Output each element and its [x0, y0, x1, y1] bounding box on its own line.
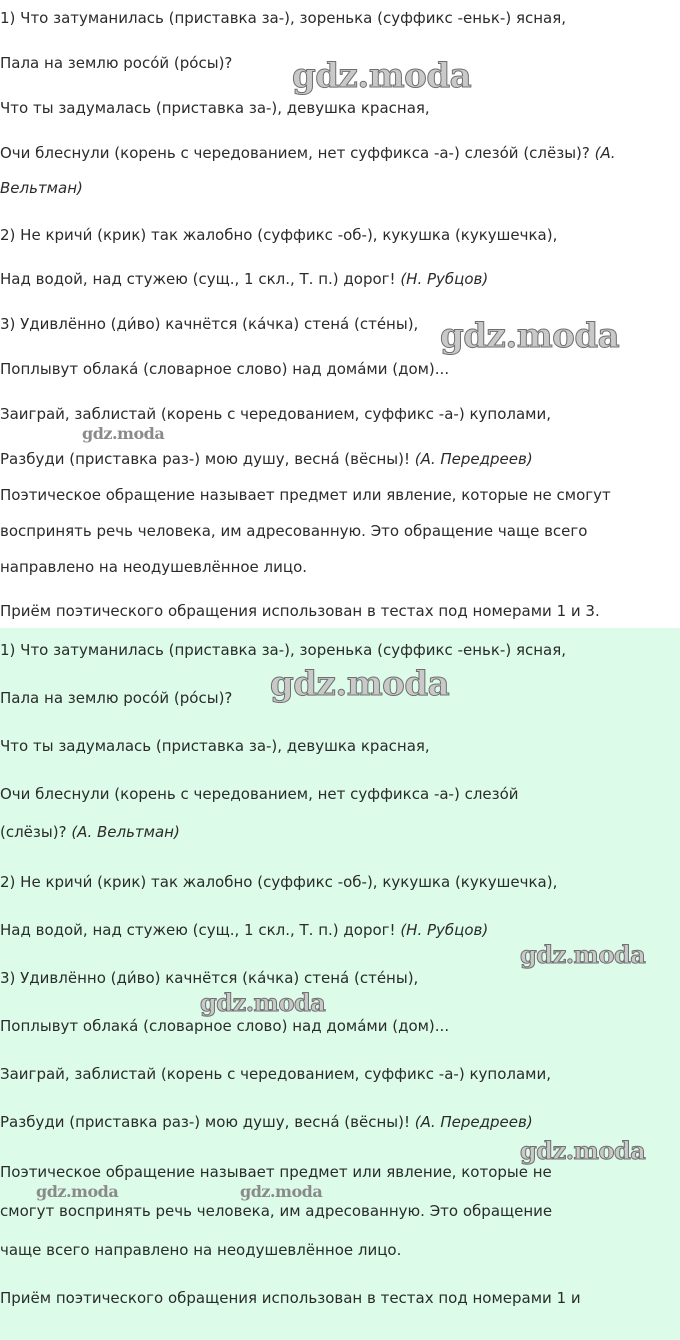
text-line: Что ты задумалась (приставка за-), девушка красная,: [0, 737, 430, 755]
text-line: (слёзы)? (А. Вельтман): [0, 823, 180, 841]
text-line: Заиграй, заблистай (корень с чередованием, суффикс -а-) куполами,: [0, 1065, 551, 1083]
text-line: Поплывут облака́ (словарное слово) над дома́ми (дом)...: [0, 1017, 450, 1035]
text-line: Вельтман): [0, 179, 83, 197]
text-line: Пала на землю росóй (рóсы)?: [0, 54, 233, 72]
text-line: смогут воспринять речь человека, им адресованную. Это обращение: [0, 1202, 553, 1220]
watermark-logo: gdz.moda: [292, 56, 472, 96]
text-line: Очи блеснули (корень с чередованием, нет суффикса -а-) слезóй: [0, 785, 519, 803]
text-line: Над водой, над стужею (сущ., 1 скл., Т. п.) дорог! (Н. Рубцов): [0, 270, 489, 288]
watermark-logo: gdz.moda: [82, 424, 165, 443]
text-line: Приём поэтического обращения использован в тестах под номерами 1 и 3.: [0, 602, 600, 620]
text-line: 2) Не кричи́ (крик) так жалобно (суффикс -об-), кукушка (кукушечка),: [0, 226, 558, 244]
watermark-logo: gdz.moda: [440, 316, 620, 356]
watermark-logo: gdz.moda: [200, 988, 326, 1017]
text-line: Заиграй, заблистай (корень с чередованием, суффикс -а-) куполами,: [0, 405, 551, 423]
text-line: 2) Не кричи́ (крик) так жалобно (суффикс -об-), кукушка (кукушечка),: [0, 873, 558, 891]
text-line: Поэтическое обращение называет предмет или явление, которые не смогут: [0, 486, 611, 504]
watermark-logo: gdz.moda: [36, 1182, 119, 1201]
text-line: Очи блеснули (корень с чередованием, нет суффикса -а-) слезóй (слёзы)? (А.: [0, 144, 616, 162]
text-line: 1) Что затуманилась (приставка за-), зоренька (суффикс -еньк-) ясная,: [0, 9, 567, 27]
text-line: 3) Удивлённо (ди́во) качнётся (ка́чка) стена́ (сте́ны),: [0, 315, 419, 333]
text-line: Пала на землю росóй (рóсы)?: [0, 689, 233, 707]
text-line: Поэтическое обращение называет предмет или явление, которые не: [0, 1163, 552, 1181]
watermark-logo: gdz.moda: [270, 664, 450, 704]
text-line: чаще всего направлено на неодушевлённое лицо.: [0, 1241, 402, 1259]
watermark-logo: gdz.moda: [240, 1182, 323, 1201]
watermark-logo: gdz.moda: [520, 1136, 646, 1165]
text-line: Приём поэтического обращения использован в тестах под номерами 1 и: [0, 1289, 581, 1307]
text-line: воспринять речь человека, им адресованную. Это обращение чаще всего: [0, 522, 588, 540]
text-line: Поплывут облака́ (словарное слово) над дома́ми (дом)...: [0, 360, 450, 378]
watermark-logo: gdz.moda: [520, 940, 646, 969]
answer-block-highlighted: [0, 628, 680, 1340]
text-line: направлено на неодушевлённое лицо.: [0, 558, 308, 576]
text-line: Что ты задумалась (приставка за-), девушка красная,: [0, 99, 430, 117]
text-line: Над водой, над стужею (сущ., 1 скл., Т. п.) дорог! (Н. Рубцов): [0, 921, 489, 939]
text-line: Разбуди (приставка раз-) мою душу, весна́ (вёсны)! (А. Передреев): [0, 1113, 533, 1131]
text-line: Разбуди (приставка раз-) мою душу, весна́ (вёсны)! (А. Передреев): [0, 450, 533, 468]
text-line: 3) Удивлённо (ди́во) качнётся (ка́чка) стена́ (сте́ны),: [0, 969, 419, 987]
text-line: 1) Что затуманилась (приставка за-), зоренька (суффикс -еньк-) ясная,: [0, 641, 567, 659]
